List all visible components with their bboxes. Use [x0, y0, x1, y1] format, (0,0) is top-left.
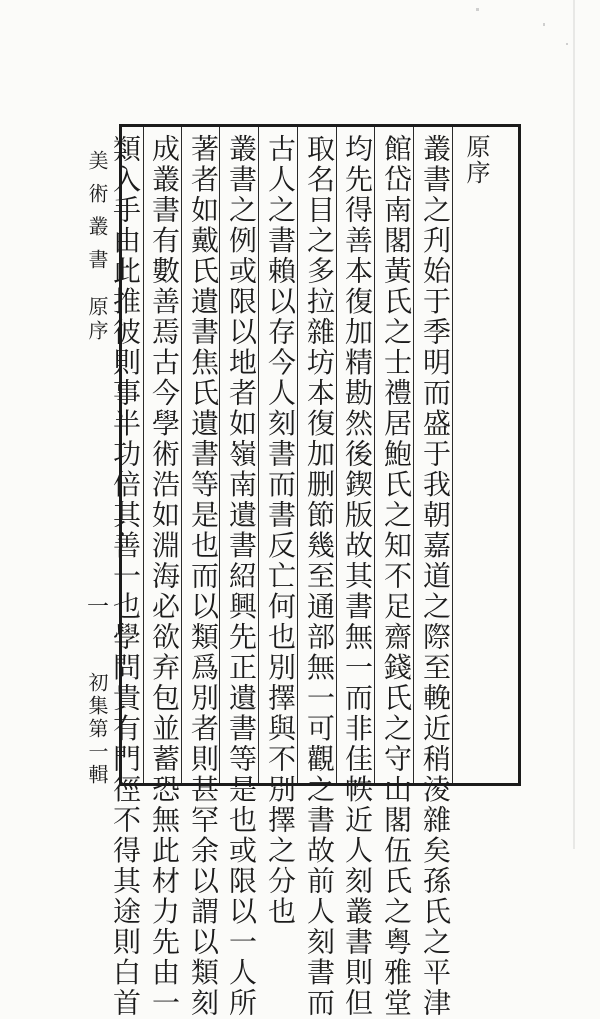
text-column: 叢書之例或限以地者如嶺南遺書紹興先正遺書等是也或限以一人所 — [225, 134, 258, 1019]
text-column: 類入手由此推彼則事半功倍其善一也學問貴有門徑不得其途則白首 — [109, 134, 142, 1019]
margin-section-label: 原序 — [85, 296, 109, 344]
text-column: 館岱南閣黃氏之士禮居鮑氏之知不足齋錢氏之守山閣伍氏之粤雅堂 — [380, 134, 413, 1019]
edition-label: 初集第一輯 — [85, 672, 109, 787]
text-column: 成叢書有數善焉古今學術浩如淵海必欲弃包並蓄恐無此材力先由一 — [148, 134, 181, 1019]
page-edge — [573, 0, 575, 849]
page-number: 一 — [86, 595, 109, 620]
text-column: 叢書之刋始于季明而盛于我朝嘉道之際至輓近稍淩雜矣孫氏之平津 — [419, 134, 452, 1019]
text-column: 古人之書賴以存今人刻書而書反亡何也別擇與不別擇之分也 — [264, 134, 297, 927]
text-column: 取名目之多拉雜坊本復加删節幾至通部無一可觀之書故前人刻書而 — [303, 134, 336, 1019]
scan-speck — [543, 23, 545, 26]
text-column: 均先得善本復加精勘然後鍥版故其書無一而非佳帙近人刻叢書則但 — [341, 134, 374, 1019]
scan-speck — [476, 8, 479, 11]
book-title: 美術叢書 — [85, 150, 109, 282]
scan-speck — [566, 43, 568, 45]
section-heading: 原序 — [462, 134, 490, 186]
text-column: 著者如戴氏遺書焦氏遺書等是也而以類爲別者則甚罕余以謂以類刻 — [187, 134, 220, 1019]
column-divider — [143, 127, 144, 783]
